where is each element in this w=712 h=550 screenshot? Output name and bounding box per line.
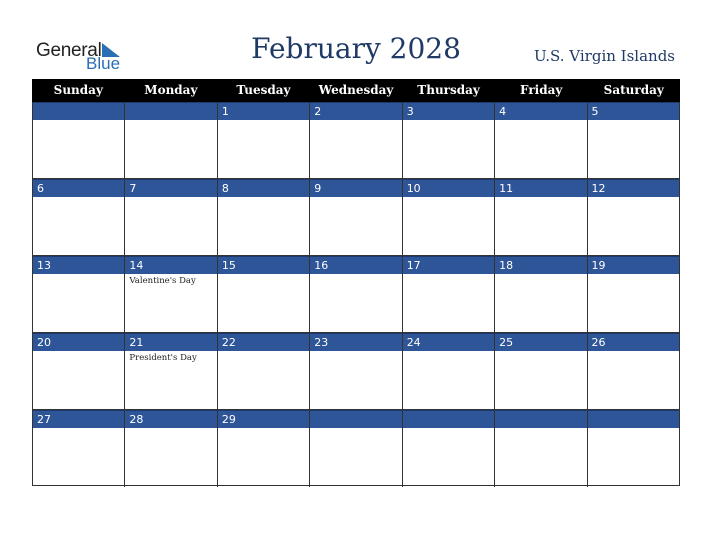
- day-number: 4: [499, 105, 507, 118]
- week-row: [33, 333, 679, 410]
- day-number-band: [403, 256, 494, 274]
- day-number: 13: [37, 259, 51, 272]
- day-number-band: [310, 333, 401, 351]
- day-number: 7: [129, 182, 137, 195]
- day-number-band: [588, 333, 679, 351]
- day-number-band: [125, 256, 216, 274]
- day-number: 15: [221, 259, 236, 272]
- day-cell: [588, 256, 679, 333]
- day-number-band: [495, 256, 586, 274]
- day-cell: [310, 102, 402, 179]
- day-cell: [218, 102, 310, 179]
- day-cell: [495, 102, 587, 179]
- day-number-band: [495, 179, 586, 197]
- day-number-band: [33, 333, 124, 351]
- day-number-band: [588, 256, 679, 274]
- weekday-header: [32, 79, 680, 102]
- weekday-sunday: Sunday: [53, 83, 103, 97]
- day-number-band: [125, 179, 216, 197]
- day-cell: [33, 256, 125, 333]
- day-number: 19: [591, 259, 606, 272]
- day-cell: [310, 410, 402, 487]
- day-cell: [125, 102, 217, 179]
- day-number: 12: [591, 182, 606, 195]
- logo-text-general: General: [36, 40, 102, 61]
- month-calendar: [32, 79, 680, 486]
- weekday-thursday: Thursday: [417, 83, 480, 97]
- day-number: 2: [314, 105, 322, 118]
- logo-text-blue: Blue: [86, 54, 121, 73]
- day-cell: [588, 333, 679, 410]
- day-cell: [218, 179, 310, 256]
- day-number: 3: [406, 105, 414, 118]
- day-number-band: [218, 410, 309, 428]
- week-row: [33, 410, 679, 487]
- weekday-friday: Friday: [520, 83, 563, 97]
- day-cell: [33, 410, 125, 487]
- day-cell: [403, 256, 495, 333]
- day-number: 8: [221, 182, 229, 195]
- day-number: 28: [129, 413, 144, 426]
- day-cell: [125, 410, 217, 487]
- day-number: 16: [314, 259, 329, 272]
- day-cell: [403, 179, 495, 256]
- day-cell: [218, 256, 310, 333]
- holiday-label: Valentine's Day: [129, 276, 196, 286]
- day-cell: [218, 410, 310, 487]
- day-number-band: [218, 102, 309, 120]
- day-number-band: [310, 410, 401, 428]
- day-cell: [218, 333, 310, 410]
- day-cell: [588, 410, 679, 487]
- day-number: 10: [406, 182, 421, 195]
- day-number-band: [33, 256, 124, 274]
- day-number-band: [125, 333, 216, 351]
- day-number: 18: [499, 259, 514, 272]
- day-number-band: [125, 410, 216, 428]
- week-row: [33, 256, 679, 333]
- day-number: 20: [37, 336, 51, 349]
- day-number-band: [310, 179, 401, 197]
- day-number-band: [495, 102, 586, 120]
- day-cell: [403, 410, 495, 487]
- week-row: [33, 179, 679, 256]
- day-cell: [495, 410, 587, 487]
- day-number-band: [218, 333, 309, 351]
- day-cell: [310, 179, 402, 256]
- day-number-band: [310, 256, 401, 274]
- day-cell: [588, 179, 679, 256]
- day-cell: [495, 256, 587, 333]
- day-number: 25: [499, 336, 514, 349]
- day-number: 24: [406, 336, 421, 349]
- day-number: 17: [406, 259, 421, 272]
- day-number: 6: [37, 182, 44, 195]
- day-number-band: [125, 102, 216, 120]
- day-number: 27: [37, 413, 51, 426]
- day-cell: [33, 333, 125, 410]
- day-number: 1: [221, 105, 229, 118]
- day-number: 14: [129, 259, 144, 272]
- day-cell: [495, 179, 587, 256]
- day-number-band: [403, 102, 494, 120]
- day-number: 29: [221, 413, 236, 426]
- day-cell: [403, 102, 495, 179]
- day-number-band: [403, 333, 494, 351]
- day-number-band: [218, 256, 309, 274]
- weekday-monday: Monday: [144, 83, 198, 97]
- day-number-band: [218, 179, 309, 197]
- day-number-band: [588, 179, 679, 197]
- day-cell: [403, 333, 495, 410]
- day-number-band: [588, 102, 679, 120]
- day-number: 21: [129, 336, 144, 349]
- region-label: U.S. Virgin Islands: [534, 47, 675, 65]
- day-number-band: [495, 410, 586, 428]
- day-number-band: [33, 179, 124, 197]
- day-number-band: [588, 410, 679, 428]
- week-row: [33, 102, 679, 179]
- day-number-band: [495, 333, 586, 351]
- day-cell: [310, 333, 402, 410]
- day-number: 11: [499, 182, 514, 195]
- day-cell: [588, 102, 679, 179]
- page-title: February 2028: [251, 32, 461, 65]
- day-cell: [125, 333, 217, 410]
- day-number-band: [310, 102, 401, 120]
- day-number: 9: [314, 182, 322, 195]
- day-number-band: [403, 179, 494, 197]
- day-number-band: [33, 410, 124, 428]
- weekday-wednesday: Wednesday: [318, 83, 394, 97]
- weekday-saturday: Saturday: [603, 83, 664, 97]
- day-cell: [33, 102, 125, 179]
- day-cell: [310, 256, 402, 333]
- day-number: 23: [314, 336, 329, 349]
- day-number-band: [403, 410, 494, 428]
- day-cell: [33, 179, 125, 256]
- day-cell: [125, 256, 217, 333]
- holiday-label: President's Day: [129, 353, 197, 363]
- day-number: 26: [591, 336, 606, 349]
- calendar-grid: [32, 102, 680, 486]
- day-number: 22: [221, 336, 236, 349]
- day-cell: [125, 179, 217, 256]
- weekday-tuesday: Tuesday: [236, 83, 291, 97]
- day-number-band: [33, 102, 124, 120]
- day-number: 5: [591, 105, 599, 118]
- day-cell: [495, 333, 587, 410]
